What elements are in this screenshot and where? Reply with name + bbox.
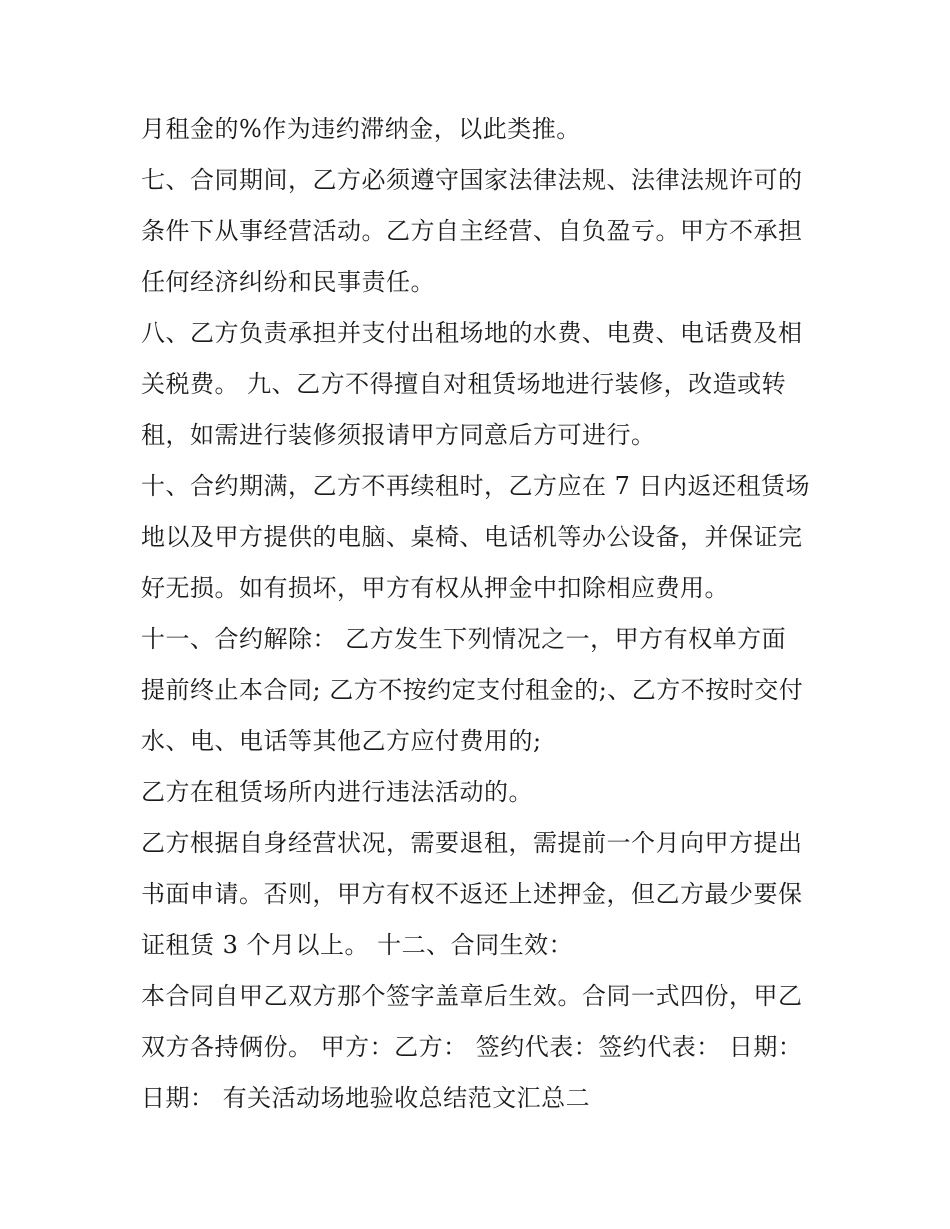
text-line-8: 十、合约期满，乙方不再续租时，乙方应在 7 日内返还租赁场 xyxy=(141,472,811,500)
text-line-18: 本合同自甲乙双方那个签字盖章后生效。合同一式四份，甲乙 xyxy=(141,982,803,1010)
text-line-9: 地以及甲方提供的电脑、桌椅、电话机等办公设备，并保证完 xyxy=(141,523,803,551)
text-line-1: 月租金的%作为违约滞纳金，以此类推。 xyxy=(141,115,581,143)
text-line-12: 提前终止本合同; 乙方不按约定支付租金的;、乙方不按时交付 xyxy=(141,676,804,704)
text-line-17: 证租赁 3 个月以上。 十二、合同生效： xyxy=(141,931,574,959)
text-line-11: 十一、合约解除： 乙方发生下列情况之一，甲方有权单方面 xyxy=(141,625,787,653)
text-line-3: 条件下从事经营活动。乙方自主经营、自负盈亏。甲方不承担 xyxy=(141,217,803,245)
text-line-6: 关税费。 九、乙方不得擅自对租赁场地进行装修，改造或转 xyxy=(141,370,787,398)
text-line-13: 水、电、电话等其他乙方应付费用的; xyxy=(141,727,542,755)
text-line-15: 乙方根据自身经营状况，需要退租，需提前一个月向甲方提出 xyxy=(141,829,803,857)
text-line-2: 七、合同期间，乙方必须遵守国家法律法规、法律法规许可的 xyxy=(141,166,803,194)
text-line-19: 双方各持俩份。 甲方：乙方： 签约代表：签约代表： 日期： xyxy=(141,1033,803,1061)
text-line-16: 书面申请。否则，甲方有权不返还上述押金，但乙方最少要保 xyxy=(141,880,803,908)
text-line-20: 日期： 有关活动场地验收总结范文汇总二 xyxy=(141,1084,591,1112)
text-line-4: 任何经济纠纷和民事责任。 xyxy=(141,268,435,296)
text-line-14: 乙方在租赁场所内进行违法活动的。 xyxy=(141,778,533,806)
text-line-10: 好无损。如有损坏，甲方有权从押金中扣除相应费用。 xyxy=(141,574,729,602)
text-line-7: 租，如需进行装修须报请甲方同意后方可进行。 xyxy=(141,421,656,449)
text-line-5: 八、乙方负责承担并支付出租场地的水费、电费、电话费及相 xyxy=(141,319,803,347)
